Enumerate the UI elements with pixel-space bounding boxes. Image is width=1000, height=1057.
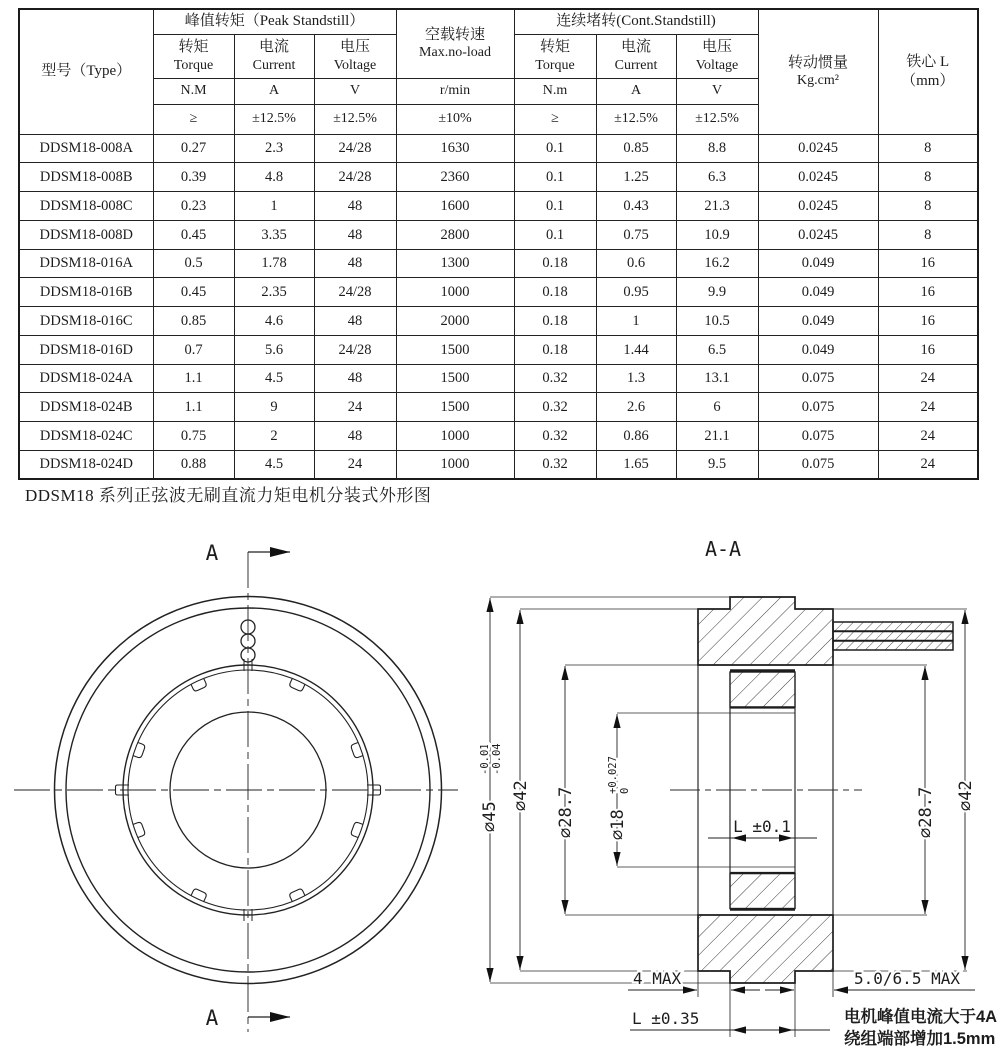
table-cell: 0.6 [596, 249, 676, 278]
table-cell: 1000 [396, 278, 514, 307]
table-cell: 24 [878, 422, 978, 451]
table-row [19, 278, 978, 307]
table-cell: 24/28 [314, 335, 396, 364]
table-cell: DDSM18-024C [19, 422, 153, 451]
table-cell: 16.2 [676, 249, 758, 278]
tolerance-cell: ±10% [396, 104, 514, 134]
table-cell: 5.6 [234, 335, 314, 364]
table-cell: 1.25 [596, 163, 676, 192]
table-row [19, 393, 978, 422]
unit-cell: N.M [153, 78, 234, 104]
col-header-peak-current: 电流 Current [234, 34, 314, 78]
table-cell: 1630 [396, 134, 514, 163]
table-cell: 0.0245 [758, 220, 878, 249]
unit-cell: A [234, 78, 314, 104]
svg-text:∅28.7: ∅28.7 [556, 786, 576, 838]
col-group-peak: 峰值转矩（Peak Standstill） [153, 9, 396, 34]
col-group-cont: 连续堵转(Cont.Standstill) [514, 9, 758, 34]
table-row [19, 249, 978, 278]
col-header-noload [396, 9, 514, 78]
table-cell: 2.3 [234, 134, 314, 163]
unit-cell: r/min [396, 78, 514, 104]
table-cell: 0.0245 [758, 134, 878, 163]
table-cell: 0.32 [514, 393, 596, 422]
front-view-drawing [0, 540, 470, 1057]
inertia-unit: Kg.cm² [797, 73, 839, 89]
table-cell: 8 [878, 134, 978, 163]
table-cell: 0.86 [596, 422, 676, 451]
table-cell: 4.5 [234, 450, 314, 479]
table-cell: 0.85 [153, 307, 234, 336]
core-cn: 铁心 L [906, 54, 950, 70]
table-cell: 24/28 [314, 134, 396, 163]
table-cell: 0.1 [514, 163, 596, 192]
table-cell: 1600 [396, 192, 514, 221]
dim-label-stack-length: L ±0.35 [632, 1009, 700, 1028]
table-cell: 0.075 [758, 422, 878, 451]
table-cell: 10.9 [676, 220, 758, 249]
table-cell: 0.18 [514, 307, 596, 336]
col-header-type: 型号（Type） [19, 9, 153, 134]
svg-text:∅42: ∅42 [511, 780, 531, 811]
table-cell: DDSM18-008C [19, 192, 153, 221]
col-header-inertia [758, 9, 878, 134]
table-row [19, 364, 978, 393]
svg-text:∅45: ∅45 [480, 801, 500, 832]
table-cell: 1.78 [234, 249, 314, 278]
table-cell: 0.75 [153, 422, 234, 451]
table-cell: 13.1 [676, 364, 758, 393]
table-cell: 21.1 [676, 422, 758, 451]
stator-section-top [698, 597, 833, 665]
table-cell: 0.32 [514, 450, 596, 479]
table-cell: 24 [878, 393, 978, 422]
col-header-cont-torque: 转矩 Torque [514, 34, 596, 78]
table-cell: 16 [878, 307, 978, 336]
table-cell: 48 [314, 220, 396, 249]
table-cell: 48 [314, 422, 396, 451]
dim-label-d42-right [956, 780, 976, 811]
table-cell: 24/28 [314, 278, 396, 307]
svg-text:-0.04: -0.04 [491, 743, 503, 775]
dim-label-core-length: L ±0.1 [733, 817, 791, 836]
table-cell: 2800 [396, 220, 514, 249]
table-cell: 4.6 [234, 307, 314, 336]
table-cell: 1.3 [596, 364, 676, 393]
table-cell: 10.5 [676, 307, 758, 336]
table-cell: 2.6 [596, 393, 676, 422]
table-cell: 0.75 [596, 220, 676, 249]
table-cell: 1500 [396, 393, 514, 422]
table-row [19, 422, 978, 451]
table-cell: 0.23 [153, 192, 234, 221]
table-cell: 48 [314, 307, 396, 336]
unit-cell: N.m [514, 78, 596, 104]
figure-caption: DDSM18 系列正弦波无刷直流力矩电机分装式外形图 [25, 486, 432, 505]
tolerance-cell: ≥ [514, 104, 596, 134]
table-cell: 0.32 [514, 364, 596, 393]
winding-note-line1: 电机峰值电流大于4A [844, 1008, 998, 1026]
unit-cell: V [314, 78, 396, 104]
dim-label-d18 [607, 756, 631, 840]
inertia-cn: 转动惯量 [788, 54, 849, 71]
svg-text:0: 0 [619, 787, 631, 794]
table-cell: 0.049 [758, 249, 878, 278]
table-cell: 0.18 [514, 335, 596, 364]
lead-wires [833, 622, 953, 650]
table-cell: 0.049 [758, 307, 878, 336]
table-cell: 0.7 [153, 335, 234, 364]
table-cell: DDSM18-016B [19, 278, 153, 307]
table-cell: 0.0245 [758, 163, 878, 192]
table-row [19, 220, 978, 249]
table-cell: 0.5 [153, 249, 234, 278]
col-header-cont-current: 电流 Current [596, 34, 676, 78]
rotor-magnet-top [730, 671, 795, 708]
table-cell: 0.45 [153, 220, 234, 249]
table-cell: DDSM18-016C [19, 307, 153, 336]
table-cell: 0.075 [758, 364, 878, 393]
table-cell: DDSM18-024B [19, 393, 153, 422]
table-cell: 16 [878, 278, 978, 307]
noload-cn: 空载转速 [424, 26, 485, 43]
table-cell: 0.85 [596, 134, 676, 163]
table-cell: DDSM18-008D [19, 220, 153, 249]
section-label-bottom: A [205, 1006, 219, 1030]
dim-label-d45 [479, 743, 503, 832]
table-cell: 2360 [396, 163, 514, 192]
tolerance-cell: ±12.5% [596, 104, 676, 134]
table-row [19, 307, 978, 336]
table-cell: 0.1 [514, 220, 596, 249]
winding-note-line2: 绕组端部增加1.5mm [844, 1030, 996, 1048]
table-cell: 9 [234, 393, 314, 422]
table-cell: 6 [676, 393, 758, 422]
tolerance-cell: ±12.5% [676, 104, 758, 134]
table-cell: DDSM18-008B [19, 163, 153, 192]
table-cell: 2 [234, 422, 314, 451]
table-cell: DDSM18-024D [19, 450, 153, 479]
table-cell: 0.075 [758, 393, 878, 422]
table-row [19, 335, 978, 364]
tolerance-cell: ±12.5% [314, 104, 396, 134]
table-cell: DDSM18-016D [19, 335, 153, 364]
table-cell: 0.39 [153, 163, 234, 192]
table-cell: 0.45 [153, 278, 234, 307]
svg-text:+0.027: +0.027 [607, 756, 619, 794]
table-cell: 0.88 [153, 450, 234, 479]
table-cell: 0.95 [596, 278, 676, 307]
table-cell: 6.5 [676, 335, 758, 364]
table-cell: 2000 [396, 307, 514, 336]
table-cell: 4.5 [234, 364, 314, 393]
table-cell: 24/28 [314, 163, 396, 192]
svg-text:∅18: ∅18 [608, 809, 628, 840]
table-cell: DDSM18-016A [19, 249, 153, 278]
table-row [19, 192, 978, 221]
dim-label-d42-left [511, 780, 531, 811]
table-cell: 0.0245 [758, 192, 878, 221]
table-cell: 0.18 [514, 249, 596, 278]
table-cell: 9.5 [676, 450, 758, 479]
tolerance-cell: ±12.5% [234, 104, 314, 134]
col-header-peak-voltage: 电压 Voltage [314, 34, 396, 78]
col-header-core [878, 9, 978, 134]
table-cell: 21.3 [676, 192, 758, 221]
table-cell: 1000 [396, 422, 514, 451]
table-cell: 0.1 [514, 134, 596, 163]
section-view-drawing [470, 540, 1000, 1057]
table-cell: 1.65 [596, 450, 676, 479]
dim-label-left-clear: 4 MAX [633, 969, 682, 988]
table-cell: 24 [878, 450, 978, 479]
table-cell: 6.3 [676, 163, 758, 192]
noload-en: Max.no-load [419, 45, 491, 61]
table-cell: 1 [234, 192, 314, 221]
section-label-top: A [205, 541, 219, 565]
svg-text:∅42: ∅42 [956, 780, 976, 811]
table-cell: 8 [878, 192, 978, 221]
table-cell: 1.1 [153, 393, 234, 422]
dim-label-d287-left [556, 787, 576, 838]
table-cell: 3.35 [234, 220, 314, 249]
table-cell: 24 [314, 393, 396, 422]
table-cell: 8 [878, 220, 978, 249]
table-cell: 0.43 [596, 192, 676, 221]
table-cell: 1 [596, 307, 676, 336]
table-row [19, 134, 978, 163]
table-cell: 16 [878, 335, 978, 364]
table-cell: 24 [314, 450, 396, 479]
table-cell: 1000 [396, 450, 514, 479]
table-cell: 1.44 [596, 335, 676, 364]
table-cell: DDSM18-008A [19, 134, 153, 163]
table-row [19, 450, 978, 479]
table-cell: 1.1 [153, 364, 234, 393]
table-cell: DDSM18-024A [19, 364, 153, 393]
table-cell: 48 [314, 364, 396, 393]
dim-label-right-clear: 5.0/6.5 MAX [854, 969, 960, 988]
col-header-cont-voltage: 电压 Voltage [676, 34, 758, 78]
table-cell: 0.32 [514, 422, 596, 451]
table-cell: 0.049 [758, 278, 878, 307]
tolerance-cell: ≥ [153, 104, 234, 134]
table-cell: 0.27 [153, 134, 234, 163]
table-cell: 0.1 [514, 192, 596, 221]
spec-table-body [19, 134, 978, 479]
table-cell: 48 [314, 192, 396, 221]
unit-cell: V [676, 78, 758, 104]
svg-text:-0.01: -0.01 [479, 743, 491, 775]
table-cell: 1500 [396, 335, 514, 364]
spec-table [18, 8, 979, 480]
rotor-magnet-bottom [730, 873, 795, 910]
table-cell: 0.18 [514, 278, 596, 307]
table-row [19, 163, 978, 192]
col-header-peak-torque: 转矩 Torque [153, 34, 234, 78]
table-cell: 9.9 [676, 278, 758, 307]
table-cell: 1500 [396, 364, 514, 393]
unit-cell: A [596, 78, 676, 104]
table-cell: 0.049 [758, 335, 878, 364]
section-view-title: A-A [704, 540, 742, 561]
table-cell: 24 [878, 364, 978, 393]
table-cell: 0.075 [758, 450, 878, 479]
core-unit: （mm） [901, 72, 955, 89]
svg-text:∅28.7: ∅28.7 [916, 786, 936, 838]
dim-label-d287-right [916, 787, 936, 838]
table-cell: 8.8 [676, 134, 758, 163]
table-cell: 8 [878, 163, 978, 192]
table-cell: 1300 [396, 249, 514, 278]
table-cell: 2.35 [234, 278, 314, 307]
table-cell: 16 [878, 249, 978, 278]
table-cell: 48 [314, 249, 396, 278]
table-cell: 4.8 [234, 163, 314, 192]
stator-section-bottom [698, 915, 833, 983]
